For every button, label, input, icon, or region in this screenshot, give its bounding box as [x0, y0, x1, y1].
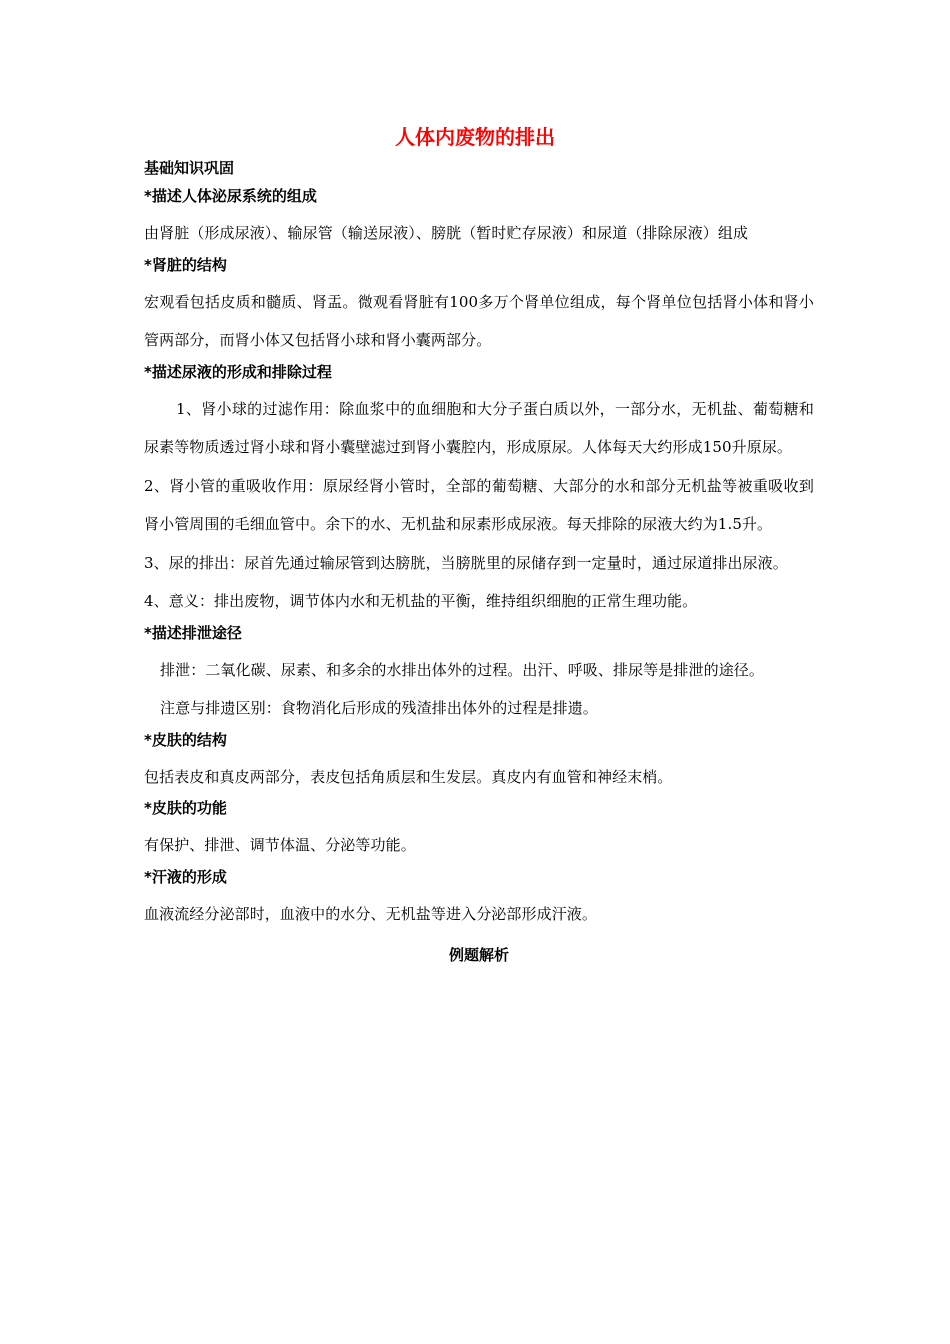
sweat-formation-text: 血液流经分泌部时，血液中的水分、无机盐等进入分泌部形成汗液。	[144, 904, 598, 923]
skin-function-heading: *皮肤的功能	[144, 799, 227, 817]
kidney-structure-heading: *肾脏的结构	[144, 255, 227, 274]
urine-excretion-text: 3、尿的排出：尿首先通过输尿管到达膀胱，当膀胱里的尿储存到一定量时，通过尿道排出尿液。	[144, 553, 788, 572]
urinary-system-text: 由肾脏（形成尿液）、输尿管（输送尿液）、膀胱（暂时贮存尿液）和尿道（排除尿液）组成	[144, 224, 749, 242]
excretion-routes-heading: *描述排泄途径	[144, 623, 242, 642]
urine-formation-heading: *描述尿液的形成和排除过程	[144, 362, 332, 381]
example-analysis-heading: 例题解析	[448, 946, 509, 964]
basic-knowledge-heading: 基础知识巩固	[144, 159, 235, 177]
tubular-reabsorption-text: 2、肾小管的重吸收作用：原尿经肾小管时，全部的葡萄糖、大部分的水和部分无机盐等被重吸收到肾小管周围的毛细血管中。余下的水、无机盐和尿素形成尿液。每天排除的尿液大约为1.5升。	[144, 476, 814, 533]
urinary-system-heading: *描述人体泌尿系统的组成	[144, 187, 317, 205]
egestion-note-text: 注意与排遗区别：食物消化后形成的残渣排出体外的过程是排遗。	[160, 699, 598, 717]
significance-text: 4、意义：排出废物，调节体内水和无机盐的平衡，维持组织细胞的正常生理功能。	[144, 592, 698, 610]
document-body	[144, 158, 814, 965]
skin-function-text: 有保护、排泄、调节体温、分泌等功能。	[144, 836, 416, 854]
skin-structure-heading: *皮肤的结构	[144, 730, 227, 749]
skin-structure-text: 包括表皮和真皮两部分，表皮包括角质层和生发层。真皮内有血管和神经末梢。	[144, 767, 673, 786]
excretion-definition-text: 排泄：二氧化碳、尿素、和多余的水排出体外的过程。出汗、呼吸、排尿等是排泄的途径。	[160, 660, 765, 679]
glomerular-filtration-text: 1、肾小球的过滤作用：除血浆中的血细胞和大分子蛋白质以外，一部分水，无机盐、葡萄糖和尿素等物质透过肾小球和肾小囊壁滤过到肾小囊腔内，形成原尿。人体每天大约形成150升原尿。	[144, 399, 814, 456]
kidney-structure-text: 宏观看包括皮质和髓质、肾盂。微观看肾脏有100多万个肾单位组成，每个肾单位包括肾小体和肾小管两部分，而肾小体又包括肾小球和肾小囊两部分。	[144, 292, 814, 349]
sweat-formation-heading: *汗液的形成	[144, 867, 227, 886]
page-title: 人体内废物的排出	[395, 125, 555, 149]
